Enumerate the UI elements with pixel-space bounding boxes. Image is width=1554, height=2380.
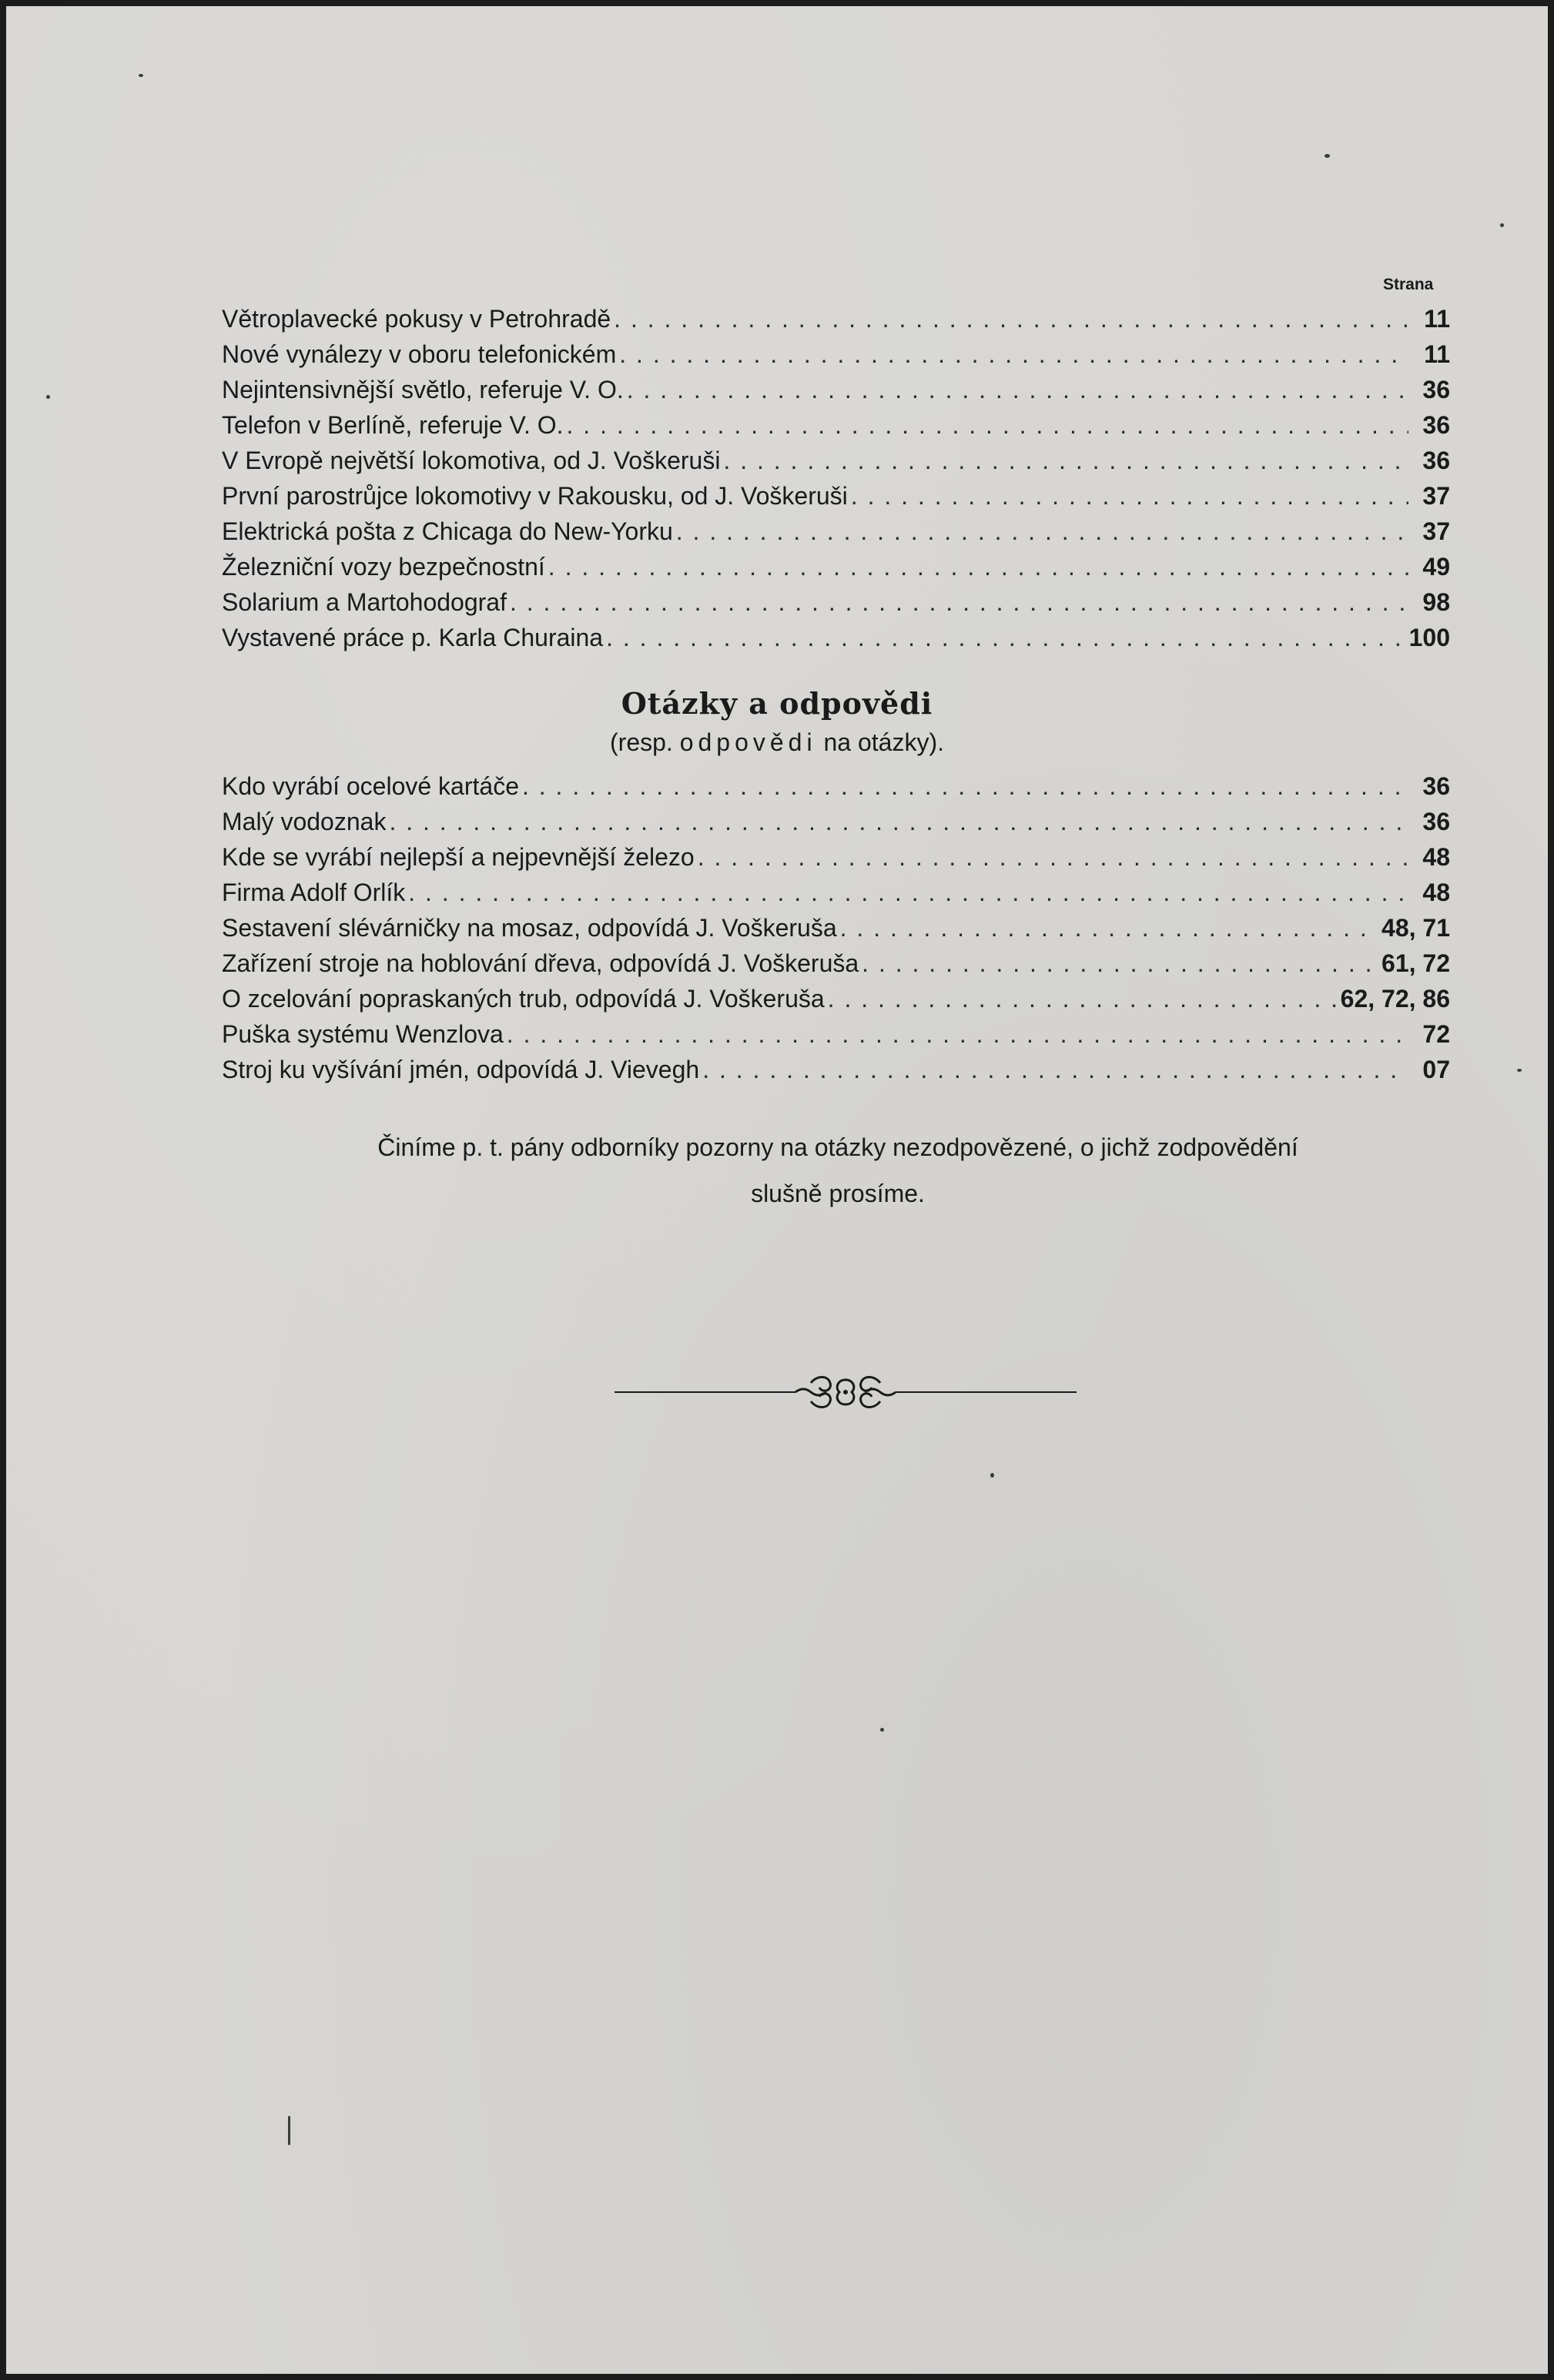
toc-entry-title: Elektrická pošta z Chicaga do New-Yorku [222,517,673,545]
toc-entry-page-number: 11 [1424,305,1450,333]
section-subtitle-spaced: odpovědi [679,728,817,756]
toc-entry-title: Solarium a Martohodograf [222,588,507,616]
toc-leader-dots [606,624,1406,652]
toc-entry-page-number: 98 [1422,588,1450,616]
toc-leader-dots [676,517,1408,546]
toc-main-entry [222,411,1450,447]
toc-leader-dots [548,553,1408,581]
toc-entry-title: Vystavené práce p. Karla Churaina [222,624,604,651]
toc-entry-title: Kdo vyrábí ocelové kartáče [222,772,519,800]
section-subtitle-prefix: (resp. [610,728,673,756]
toc-leader-dots [619,340,1408,369]
toc-entry-page-number: 72 [1422,1020,1450,1048]
toc-leader-dots [698,843,1408,872]
paper-speck [288,2116,290,2145]
toc-entry-title: Puška systému Wenzlova [222,1020,504,1048]
toc-main-entry [222,305,1450,340]
toc-question-entry [222,914,1450,949]
toc-entry-title: Železniční vozy bezpečnostní [222,553,545,581]
paper-speck [1500,223,1504,227]
toc-question-entry [222,808,1450,843]
section-subtitle-suffix: na otázky). [823,728,944,756]
toc-leader-dots [851,482,1408,510]
toc-entry-title: Sestavení slévárničky na mosaz, odpovídá J. Voškeruša [222,914,837,942]
toc-main-entry [222,447,1450,482]
toc-question-entry [222,772,1450,808]
toc-leader-dots [828,985,1338,1013]
toc-entry-page-number: 36 [1422,772,1450,800]
toc-entry-page-number: 11 [1424,340,1450,368]
toc-main-entry [222,624,1450,659]
fleuron-ornament-icon [615,1369,1077,1415]
paper-speck [139,74,143,77]
closing-note-line-2: slušně prosíme. [751,1180,925,1207]
closing-note-line-1: Činíme p. t. pány odborníky pozorny na otázky nezodpovězené, o jichž zodpovědění [377,1133,1298,1161]
toc-entry-title: O zcelování popraskaných trub, odpovídá J. Voškeruša [222,985,825,1013]
toc-leader-dots [702,1056,1408,1084]
toc-question-entry [222,1056,1450,1091]
toc-entry-page-number: 48 [1422,879,1450,906]
toc-leader-dots [723,447,1408,475]
paper-speck [880,1728,884,1732]
paper-speck [990,1473,994,1478]
toc-entry-page-number: 37 [1422,517,1450,545]
toc-entry-page-number: 48, 71 [1382,914,1450,942]
toc-entry-page-number: 36 [1422,808,1450,835]
paper-speck [46,395,50,399]
table-of-contents-questions [222,772,1450,1091]
toc-entry-title: Firma Adolf Orlík [222,879,406,906]
toc-question-entry [222,1020,1450,1056]
toc-entry-page-number: 100 [1408,624,1450,651]
toc-question-entry [222,879,1450,914]
toc-leader-dots [408,879,1408,907]
paper-speck [1325,154,1330,158]
toc-leader-dots [522,772,1408,801]
toc-question-entry [222,949,1450,985]
toc-entry-page-number: 36 [1422,447,1450,474]
toc-entry-title: V Evropě největší lokomotiva, od J. Voškeruši [222,447,721,474]
toc-leader-dots [627,376,1408,404]
toc-entry-title: Nové vynálezy v oboru telefonickém [222,340,617,368]
toc-entry-title: Stroj ku vyšívání jmén, odpovídá J. Vievegh [222,1056,700,1083]
toc-leader-dots [567,411,1409,440]
paper-speck [1517,1069,1522,1072]
toc-entry-title: První parostrůjce lokomotivy v Rakousku, od J. Voškeruši [222,482,848,510]
toc-entry-page-number: 36 [1422,411,1450,439]
toc-entry-page-number: 49 [1422,553,1450,581]
closing-note [229,1124,1446,1217]
section-subtitle [6,728,1548,757]
toc-leader-dots [840,914,1378,942]
toc-entry-title: Nejintensivnější světlo, referuje V. O. [222,376,624,403]
section-title: Otázky a odpovědi [621,686,933,721]
toc-leader-dots [389,808,1408,836]
toc-entry-title: Zařízení stroje na hoblování dřeva, odpovídá J. Voškeruša [222,949,859,977]
toc-main-entry [222,482,1450,517]
toc-main-entry [222,340,1450,376]
toc-entry-page-number: 07 [1422,1056,1450,1083]
document-page [6,6,1548,2374]
toc-main-entry [222,553,1450,588]
toc-leader-dots [862,949,1378,978]
toc-main-entry [222,588,1450,624]
toc-entry-page-number: 62, 72, 86 [1340,985,1450,1013]
toc-entry-page-number: 48 [1422,843,1450,871]
toc-main-entry [222,376,1450,411]
toc-leader-dots [614,305,1408,333]
toc-entry-title: Větroplavecké pokusy v Petrohradě [222,305,611,333]
toc-leader-dots [510,588,1408,617]
toc-question-entry [222,985,1450,1020]
column-header-strana: Strana [1383,276,1434,293]
toc-question-entry [222,843,1450,879]
toc-entry-page-number: 61, 72 [1382,949,1450,977]
toc-main-entry [222,517,1450,553]
toc-entry-title: Kde se vyrábí nejlepší a nejpevnější železo [222,843,695,871]
toc-entry-page-number: 36 [1422,376,1450,403]
toc-entry-title: Telefon v Berlíně, referuje V. O. [222,411,564,439]
toc-entry-page-number: 37 [1422,482,1450,510]
toc-entry-title: Malý vodoznak [222,808,387,835]
toc-leader-dots [507,1020,1408,1049]
table-of-contents-main [222,305,1450,659]
